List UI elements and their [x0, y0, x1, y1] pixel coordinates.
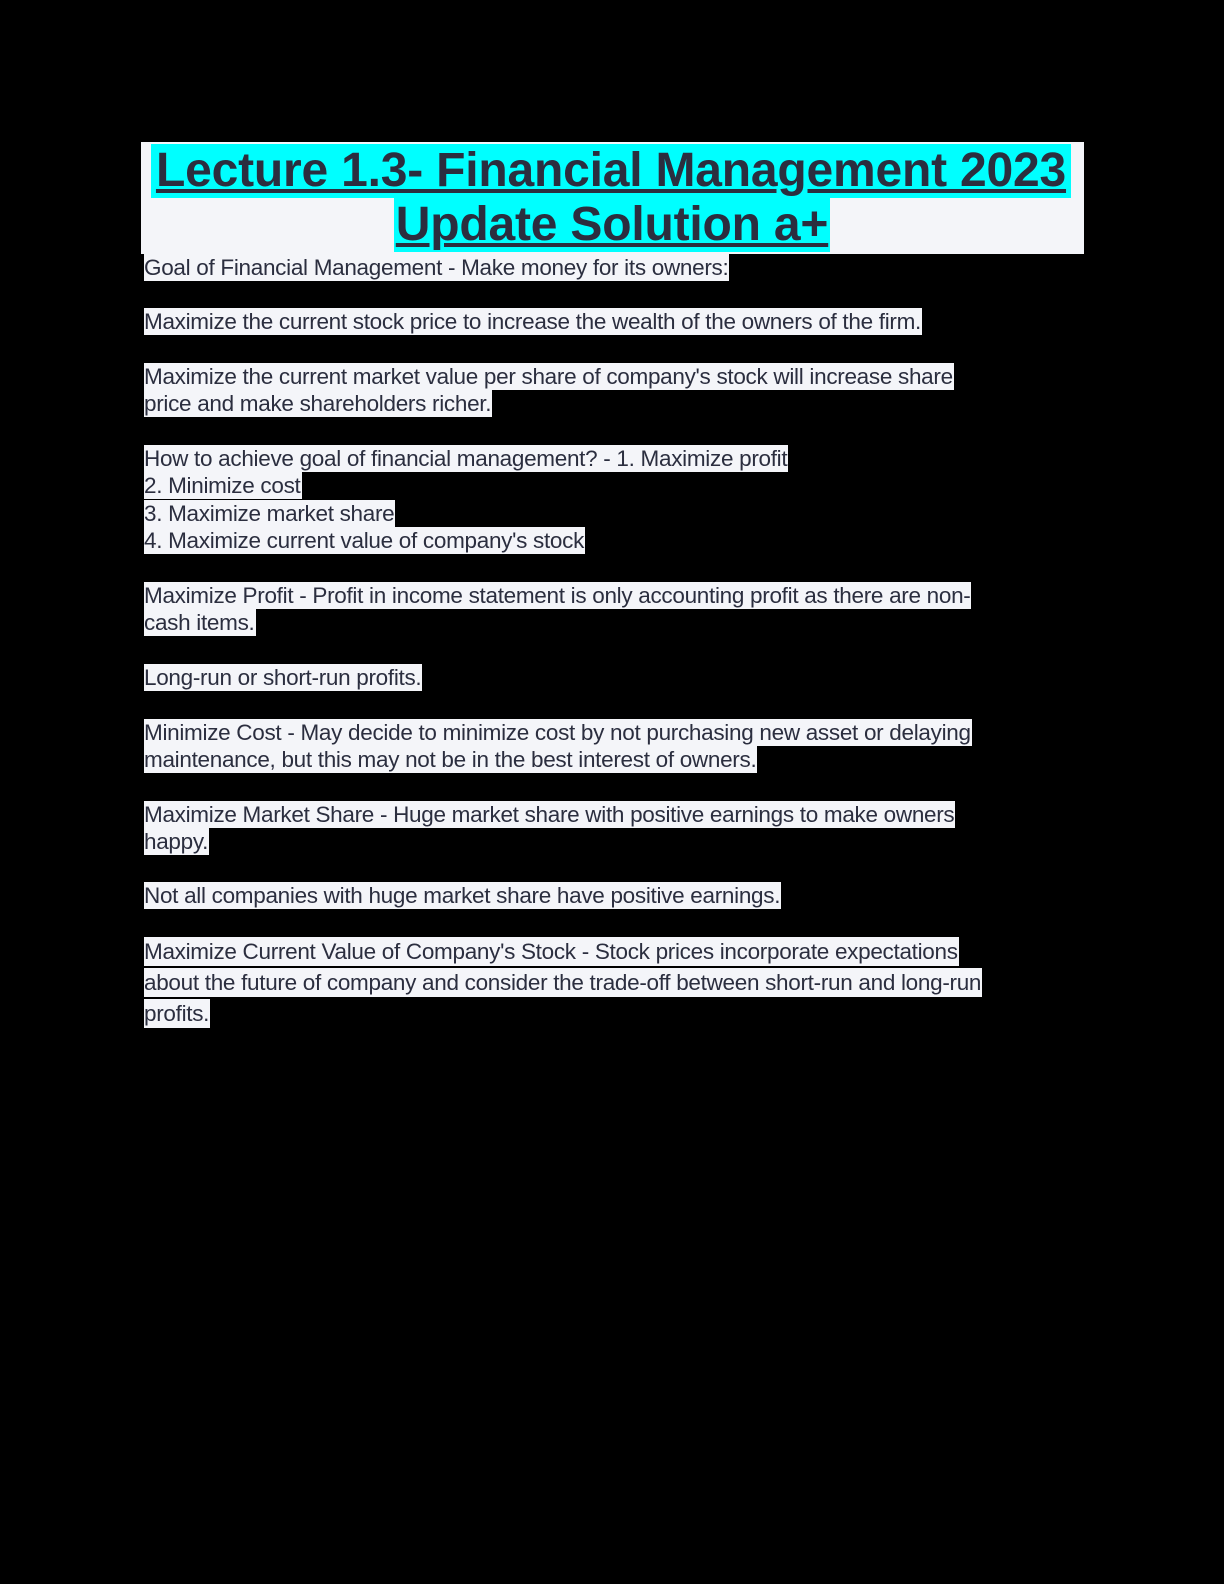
text-line: Long-run or short-run profits.	[144, 665, 422, 690]
text-line: profits.	[144, 1001, 210, 1026]
text-line: Not all companies with huge market share have positive earnings.	[144, 883, 781, 908]
document-title	[141, 142, 1084, 254]
text-line: Maximize the current market value per share of company's stock will increase share	[144, 364, 953, 389]
list-item: 2. Minimize cost	[144, 473, 301, 498]
text-line: cash items.	[144, 610, 255, 635]
list-item: 4. Maximize current value of company's stock	[144, 528, 585, 553]
text-line: about the future of company and consider the trade-off between short-run and long-run	[144, 970, 982, 995]
text-line: Maximize the current stock price to increase the wealth of the owners of the firm.	[144, 309, 921, 334]
text-line: Maximize Current Value of Company's Stock - Stock prices incorporate expectations	[144, 939, 958, 964]
text-line: Maximize Profit - Profit in income statement is only accounting profit as there are non-	[144, 583, 971, 608]
list-item: 3. Maximize market share	[144, 501, 395, 526]
title-line-2: Update Solution a+	[395, 198, 829, 251]
text-line: price and make shareholders richer.	[144, 391, 492, 416]
title-line-1: Lecture 1.3- Financial Management 2023	[151, 144, 1071, 198]
text-line: Minimize Cost - May decide to minimize cost by not purchasing new asset or delaying	[144, 720, 971, 745]
text-line: How to achieve goal of financial management? - 1. Maximize profit	[144, 446, 788, 471]
text-line: Goal of Financial Management - Make money for its owners:	[144, 255, 729, 280]
text-line: Maximize Market Share - Huge market share with positive earnings to make owners	[144, 802, 955, 827]
text-line: maintenance, but this may not be in the best interest of owners.	[144, 747, 757, 772]
text-line: happy.	[144, 829, 209, 854]
